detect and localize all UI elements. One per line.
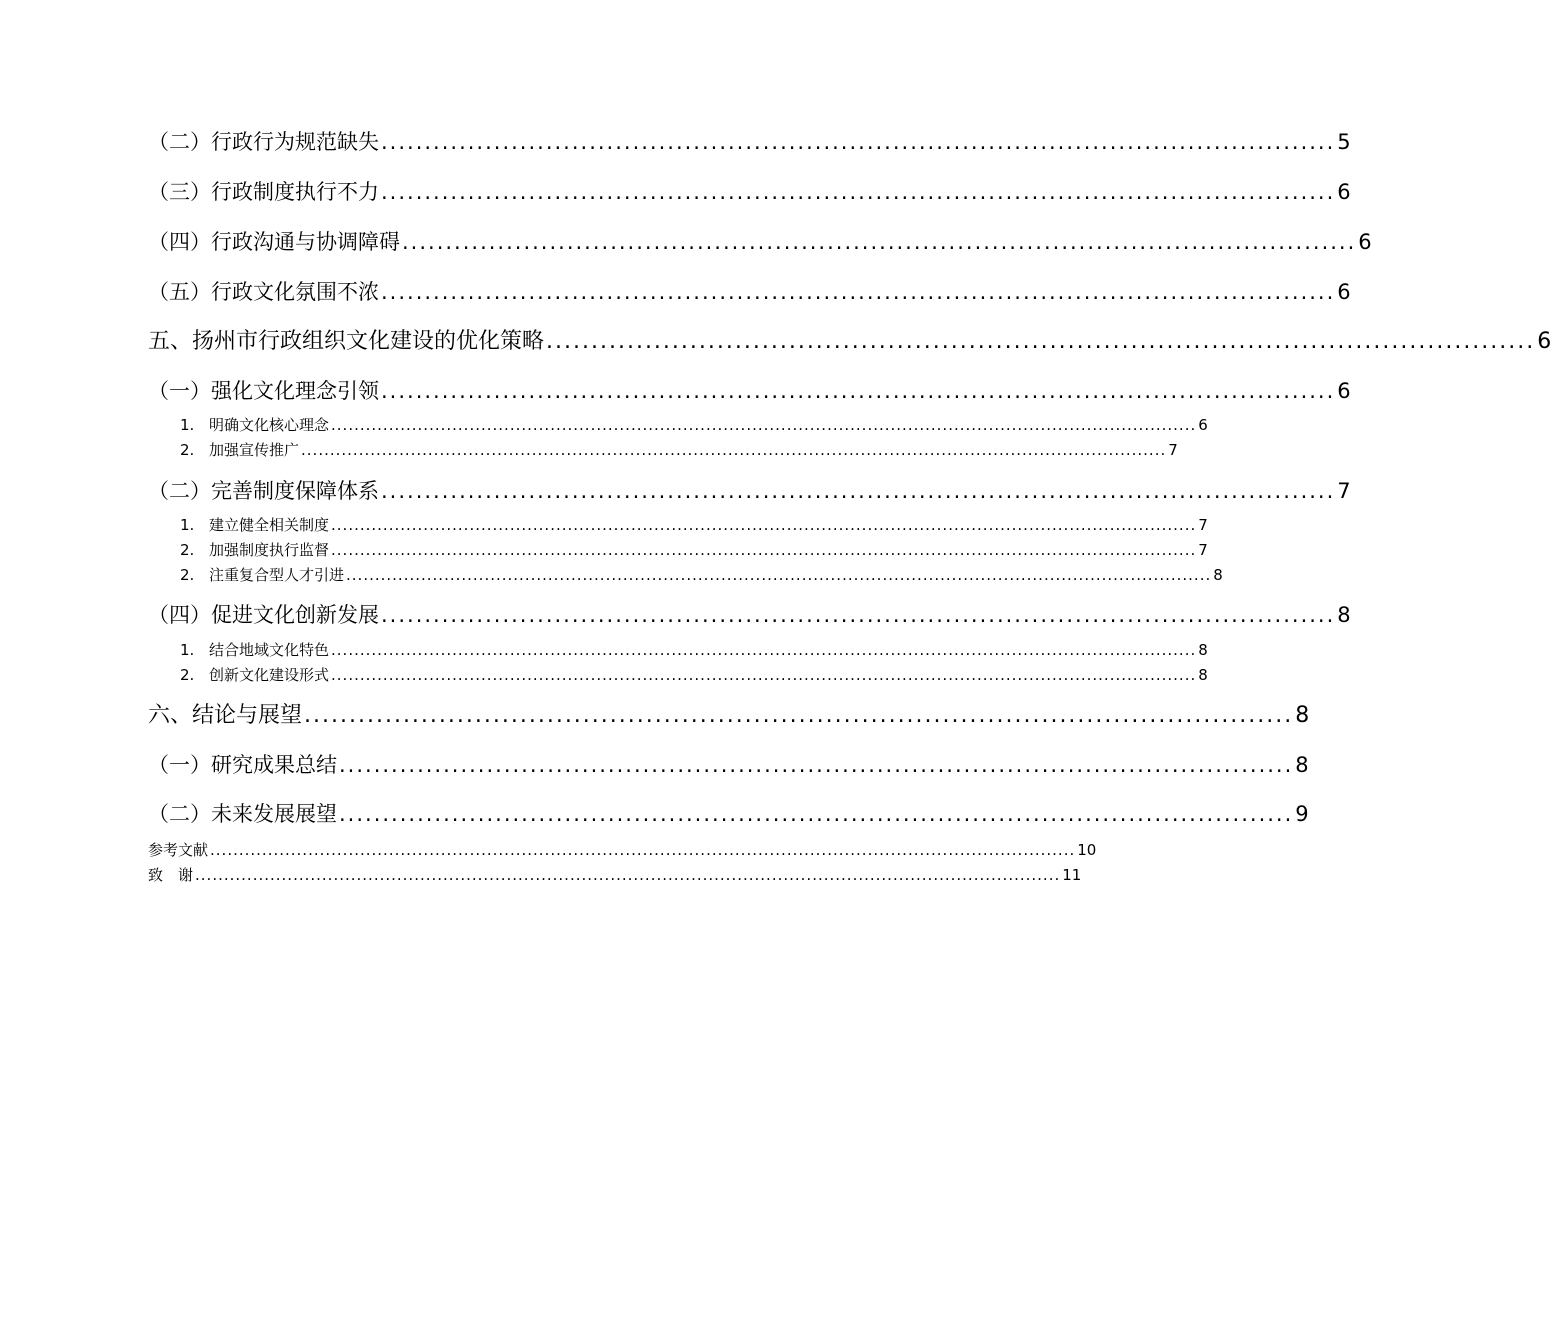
toc-leader-dots: .............................................................................................................. [381,379,1336,403]
toc-entry-title: 建立健全相关制度 [209,516,330,534]
toc-entry-number: 1. [180,416,195,434]
toc-entry[interactable] [148,324,1551,354]
toc-entry-title: 加强制度执行监督 [209,541,330,559]
toc-entry-page: 8 [1213,566,1223,584]
toc-entry-title: 致 谢 [148,866,194,884]
toc-entry[interactable] [180,514,1208,534]
toc-entry[interactable] [180,539,1208,559]
toc-entry-title: （二）完善制度保障体系 [148,479,379,503]
toc-entry[interactable] [148,375,1351,403]
toc-entry[interactable] [180,639,1208,659]
toc-entry-page: 6 [1337,280,1351,304]
toc-leader-dots: ...................................................................................................................................................... [346,566,1212,584]
toc-entry-page: 6 [1198,416,1208,434]
toc-entry-title: （五）行政文化氛围不浓 [148,280,379,304]
toc-entry[interactable] [180,664,1208,684]
toc-entry-page: 8 [1198,641,1208,659]
toc-entry-title: 五、扬州市行政组织文化建设的优化策略 [148,329,545,354]
toc-entry-number: 2. [180,566,195,584]
toc-entry-title: （二）行政行为规范缺失 [148,130,379,154]
toc-entry-title: 明确文化核心理念 [209,416,330,434]
toc-entry[interactable] [148,839,1097,859]
toc-entry-page: 8 [1337,603,1351,627]
toc-entry[interactable] [180,414,1208,434]
toc-leader-dots: .............................................................................................................. [339,802,1294,826]
toc-leader-dots: .............................................................................................................. [381,479,1336,503]
toc-entry-page: 8 [1198,666,1208,684]
toc-entry-page: 8 [1295,703,1310,728]
toc-entry[interactable] [148,749,1309,777]
toc-entry-title: （三）行政制度执行不力 [148,180,379,204]
toc-entry[interactable] [148,475,1351,503]
toc-entry-page: 7 [1198,516,1208,534]
toc-entry-title: 注重复合型人才引进 [209,566,345,584]
toc-entry-title: 加强宣传推广 [209,441,300,459]
toc-entry-title: 六、结论与展望 [148,703,303,728]
toc-leader-dots: .............................................................................................................. [304,703,1294,728]
toc-leader-dots: .............................................................................................................. [546,329,1536,354]
toc-entry-page: 6 [1337,180,1351,204]
toc-leader-dots: ...................................................................................................................................................... [331,641,1197,659]
toc-entry-title: 创新文化建设形式 [209,666,330,684]
toc-leader-dots: .............................................................................................................. [402,230,1357,254]
toc-entry-number: 2. [180,541,195,559]
toc-entry-page: 9 [1295,802,1309,826]
toc-leader-dots: ...................................................................................................................................................... [331,416,1197,434]
toc-entry[interactable] [180,564,1223,584]
toc-leader-dots: .............................................................................................................. [381,280,1336,304]
toc-leader-dots: ...................................................................................................................................................... [301,441,1167,459]
toc-leader-dots: .............................................................................................................. [381,603,1336,627]
toc-entry-page: 7 [1337,479,1351,503]
toc-entry-page: 8 [1295,753,1309,777]
toc-entry-page: 6 [1337,379,1351,403]
toc-leader-dots: ...................................................................................................................................................... [331,516,1197,534]
toc-entry[interactable] [148,226,1372,254]
toc-entry-page: 6 [1358,230,1372,254]
toc-leader-dots: ...................................................................................................................................................... [331,541,1197,559]
toc-leader-dots: ...................................................................................................................................................... [210,841,1076,859]
toc-entry-page: 7 [1198,541,1208,559]
toc-leader-dots: ...................................................................................................................................................... [331,666,1197,684]
toc-entry-title: 结合地域文化特色 [209,641,330,659]
toc-entry-title: （一）强化文化理念引领 [148,379,379,403]
toc-leader-dots: ...................................................................................................................................................... [195,866,1061,884]
toc-entry[interactable] [148,276,1351,304]
toc-leader-dots: .............................................................................................................. [381,130,1336,154]
toc-entry-page: 6 [1537,329,1551,354]
toc-entry-page: 5 [1337,130,1351,154]
toc-entry-page: 11 [1062,866,1082,884]
toc-entry-page: 7 [1168,441,1178,459]
toc-entry-title: （四）行政沟通与协调障碍 [148,230,400,254]
toc-entry[interactable] [148,698,1310,728]
toc-entry[interactable] [148,798,1309,826]
toc-entry-number: 1. [180,641,195,659]
toc-entry[interactable] [148,864,1082,884]
toc-entry-number: 2. [180,666,195,684]
toc-leader-dots: .............................................................................................................. [339,753,1294,777]
toc-leader-dots: .............................................................................................................. [381,180,1336,204]
toc-entry-title: （一）研究成果总结 [148,753,337,777]
toc-entry[interactable] [148,126,1351,154]
toc-entry-title: （四）促进文化创新发展 [148,603,379,627]
toc-entry[interactable] [180,439,1178,459]
toc-entry[interactable] [148,599,1351,627]
toc-entry-number: 2. [180,441,195,459]
toc-entry-number: 1. [180,516,195,534]
toc-entry[interactable] [148,176,1351,204]
toc-entry-title: 参考文献 [148,841,209,859]
toc-entry-page: 10 [1077,841,1097,859]
toc-entry-title: （二）未来发展展望 [148,802,337,826]
